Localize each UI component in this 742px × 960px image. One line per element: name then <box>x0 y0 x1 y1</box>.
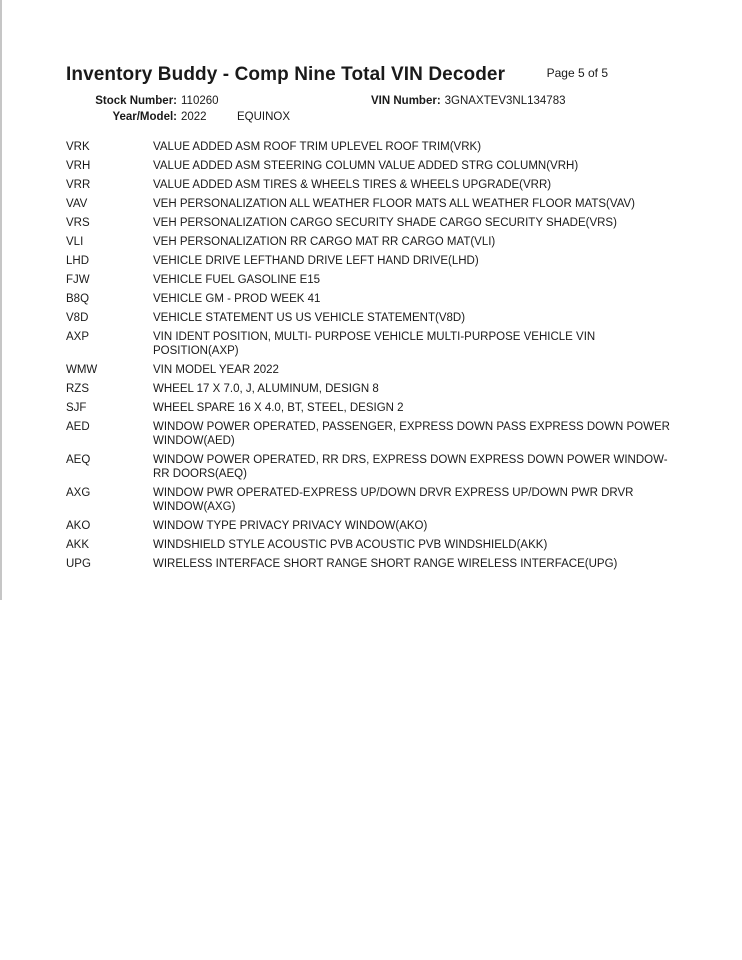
option-code: AED <box>66 421 90 433</box>
year-model-row <box>66 109 676 125</box>
option-code: FJW <box>66 274 90 286</box>
option-row <box>66 254 676 268</box>
option-description: VALUE ADDED ASM ROOF TRIM UPLEVEL ROOF TRIM(VRK) <box>153 141 482 153</box>
option-row <box>66 538 676 552</box>
page-title: Inventory Buddy - Comp Nine Total VIN Decoder <box>66 64 506 85</box>
stock-vin-row <box>66 93 676 109</box>
page-number-indicator: Page 5 of 5 <box>546 66 608 80</box>
option-row <box>66 519 676 533</box>
option-row <box>66 159 676 173</box>
option-description: WHEEL SPARE 16 X 4.0, BT, STEEL, DESIGN 2 <box>153 402 404 414</box>
scan-artifact-line <box>0 0 2 600</box>
option-description: WINDOW TYPE PRIVACY PRIVACY WINDOW(AKO) <box>153 520 428 532</box>
option-description: VIN MODEL YEAR 2022 <box>153 364 279 376</box>
option-row <box>66 453 676 481</box>
vin-number-label: VIN Number: <box>371 95 441 107</box>
option-code: SJF <box>66 402 87 414</box>
option-description: VEHICLE STATEMENT US US VEHICLE STATEMENT(V8D) <box>153 312 466 324</box>
option-code: LHD <box>66 255 90 267</box>
stock-number-label: Stock Number: <box>95 95 177 107</box>
model-value: EQUINOX <box>237 111 291 123</box>
option-codes-list <box>66 140 676 571</box>
option-code: VRH <box>66 160 91 172</box>
stock-number-value: 110260 <box>181 95 219 107</box>
option-row <box>66 311 676 325</box>
option-description: WINDOW POWER OPERATED, RR DRS, EXPRESS DOWN EXPRESS DOWN POWER WINDOW-RR DOORS(AEQ) <box>153 454 668 480</box>
option-code: AXP <box>66 331 90 343</box>
option-row <box>66 216 676 230</box>
option-row <box>66 363 676 377</box>
option-row <box>66 486 676 514</box>
option-description: VALUE ADDED ASM STEERING COLUMN VALUE ADDED STRG COLUMN(VRH) <box>153 160 579 172</box>
option-code: B8Q <box>66 293 90 305</box>
option-description: VEH PERSONALIZATION CARGO SECURITY SHADE CARGO SECURITY SHADE(VRS) <box>153 217 617 229</box>
option-row <box>66 197 676 211</box>
option-code: VLI <box>66 236 84 248</box>
option-description: WINDOW PWR OPERATED-EXPRESS UP/DOWN DRVR EXPRESS UP/DOWN PWR DRVR WINDOW(AXG) <box>153 487 634 513</box>
option-code: VRS <box>66 217 90 229</box>
option-code: VAV <box>66 198 88 210</box>
option-description: VALUE ADDED ASM TIRES & WHEELS TIRES & WHEELS UPGRADE(VRR) <box>153 179 552 191</box>
option-description: VEHICLE DRIVE LEFTHAND DRIVE LEFT HAND DRIVE(LHD) <box>153 255 479 267</box>
option-row <box>66 273 676 287</box>
option-code: AEQ <box>66 454 91 466</box>
option-code: WMW <box>66 364 98 376</box>
option-row <box>66 330 676 358</box>
option-code: VRK <box>66 141 90 153</box>
option-code: AKO <box>66 520 91 532</box>
option-code: AXG <box>66 487 91 499</box>
option-description: WINDOW POWER OPERATED, PASSENGER, EXPRESS DOWN PASS EXPRESS DOWN POWER WINDOW(AED) <box>153 421 670 447</box>
option-row <box>66 292 676 306</box>
year-model-label: Year/Model: <box>112 111 177 123</box>
option-row <box>66 420 676 448</box>
option-description: WHEEL 17 X 7.0, J, ALUMINUM, DESIGN 8 <box>153 383 379 395</box>
vin-number-value: 3GNAXTEV3NL134783 <box>444 95 566 107</box>
option-description: VEH PERSONALIZATION RR CARGO MAT RR CARGO MAT(VLI) <box>153 236 496 248</box>
option-row <box>66 178 676 192</box>
option-code: AKK <box>66 539 90 551</box>
option-row <box>66 382 676 396</box>
option-code: VRR <box>66 179 91 191</box>
option-row <box>66 401 676 415</box>
year-value: 2022 <box>181 111 207 123</box>
option-code: V8D <box>66 312 89 324</box>
option-description: VEH PERSONALIZATION ALL WEATHER FLOOR MATS ALL WEATHER FLOOR MATS(VAV) <box>153 198 636 210</box>
option-code: UPG <box>66 558 91 570</box>
option-row <box>66 235 676 249</box>
vehicle-meta-section <box>66 93 676 125</box>
report-header <box>66 64 676 86</box>
option-description: VEHICLE FUEL GASOLINE E15 <box>153 274 321 286</box>
option-code: RZS <box>66 383 89 395</box>
option-row <box>66 140 676 154</box>
option-description: WINDSHIELD STYLE ACOUSTIC PVB ACOUSTIC PVB WINDSHIELD(AKK) <box>153 539 548 551</box>
option-description: WIRELESS INTERFACE SHORT RANGE SHORT RANGE WIRELESS INTERFACE(UPG) <box>153 558 618 570</box>
option-description: VIN IDENT POSITION, MULTI- PURPOSE VEHICLE MULTI-PURPOSE VEHICLE VIN POSITION(AXP) <box>153 331 596 357</box>
option-row <box>66 557 676 571</box>
option-description: VEHICLE GM - PROD WEEK 41 <box>153 293 321 305</box>
